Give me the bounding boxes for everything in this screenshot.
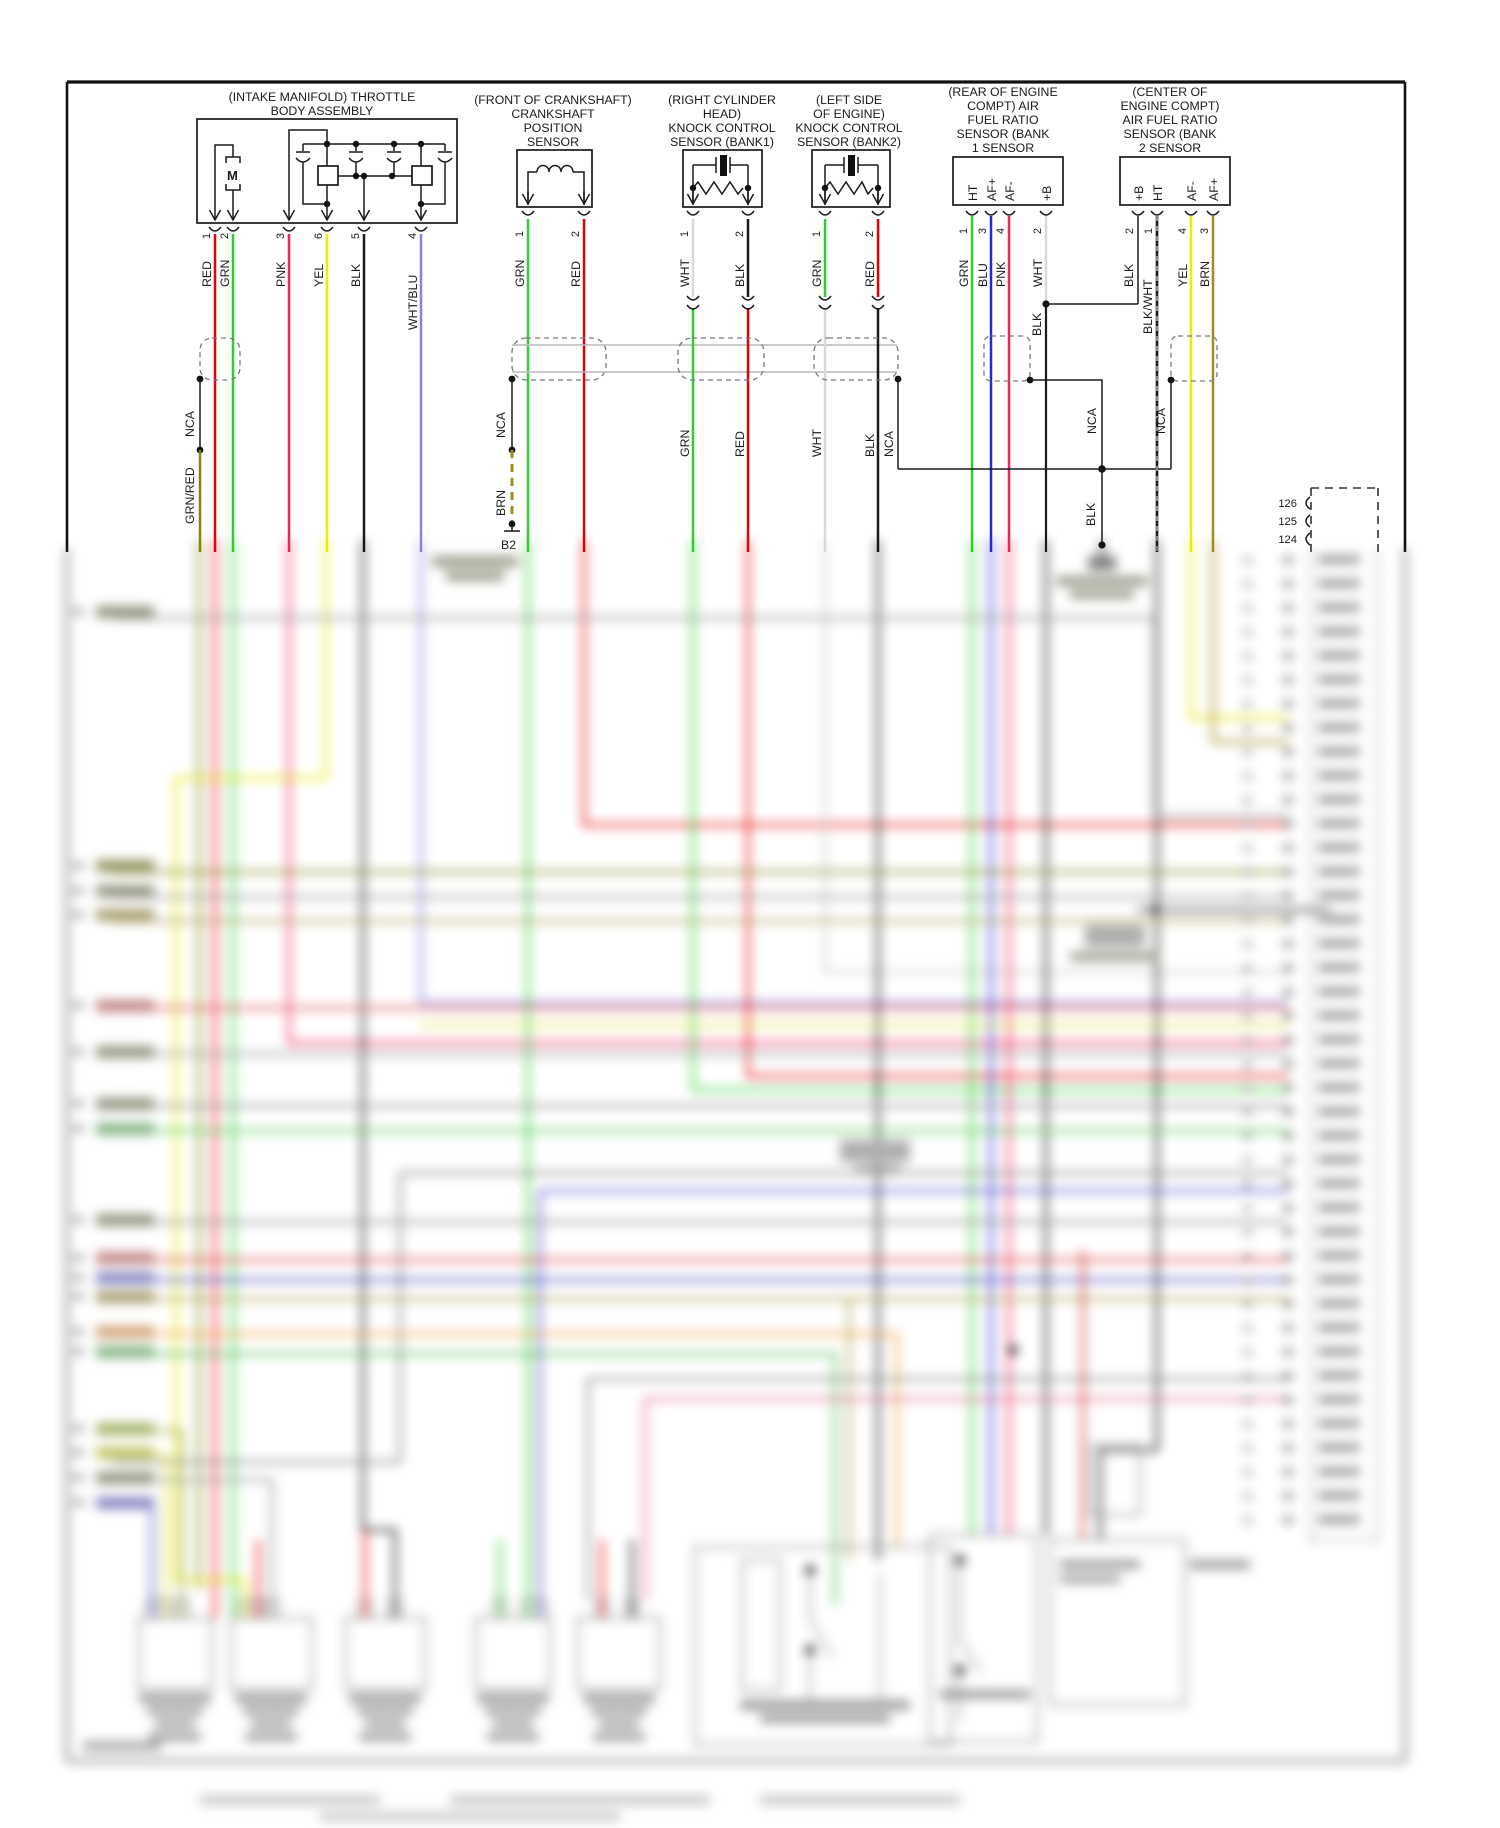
- throttle-motor-symbol: [215, 145, 240, 207]
- blk-label-below-junction: BLK: [1030, 312, 1044, 336]
- pin-number: 2: [1124, 227, 1136, 234]
- knock-sensor-bank2: [795, 93, 902, 552]
- ecm-pin-124: 124: [1278, 534, 1297, 546]
- wire-label-blk-below: BLK: [863, 433, 877, 457]
- af2-pin-plusb: +B: [1132, 185, 1146, 201]
- pin-number: 4: [407, 232, 419, 239]
- pin-number: 1: [514, 230, 526, 237]
- frame: [67, 82, 1405, 552]
- crankshaft-position-sensor: [474, 93, 632, 552]
- af2-title-line5: 2 SENSOR: [1138, 141, 1202, 155]
- blk-ground-label: BLK: [1084, 502, 1098, 526]
- pin-number: 3: [1199, 227, 1211, 234]
- wire-label-grn: GRN: [810, 259, 824, 287]
- wire-label-grn: GRN: [513, 259, 527, 287]
- af1-pin-afminus: AF-: [1003, 181, 1017, 201]
- throttle-body-assembly: [183, 90, 457, 552]
- knock1-title-line1: (RIGHT CYLINDER: [668, 93, 776, 107]
- blur-bottom-connector-labels: [83, 1694, 655, 1751]
- af1-pin-afplus: AF+: [985, 178, 999, 201]
- blur-ecm-rows: [1244, 552, 1378, 1540]
- pin-number: 5: [350, 232, 362, 239]
- af1-pin-ht: HT: [966, 184, 980, 201]
- pin-number: 1: [201, 232, 213, 239]
- pin-number: 2: [864, 230, 876, 237]
- blurred-lower-diagram: [67, 540, 1405, 1821]
- af2-pin-ht: HT: [1151, 184, 1165, 201]
- af2-title-line1: (CENTER OF: [1132, 85, 1208, 99]
- throttle-title-line1: (INTAKE MANIFOLD) THROTTLE: [228, 90, 416, 104]
- wire-label-pnk: PNK: [994, 261, 1008, 287]
- wire-label-red-below: RED: [733, 431, 747, 457]
- wire-label-grn-below: GRN: [678, 429, 692, 457]
- pin-number: 3: [977, 227, 989, 234]
- af1-title-line1: (REAR OF ENGINE: [948, 85, 1058, 99]
- crank-coil-symbol: [528, 166, 584, 205]
- pin-number: 1: [958, 227, 970, 234]
- ecm-connector: [1278, 488, 1378, 552]
- pin-number: 6: [313, 232, 325, 239]
- wire-label-pnk: PNK: [274, 261, 288, 287]
- wire-label-blk: BLK: [349, 263, 363, 287]
- pin-number: 2: [734, 230, 746, 237]
- brn-label: BRN: [494, 490, 508, 516]
- knock2-title-line2: OF ENGINE): [813, 107, 885, 121]
- ecm-pin-125: 125: [1278, 516, 1297, 528]
- wire-label-whtblu: WHT/BLU: [406, 274, 420, 330]
- af1-pin-plusb: +B: [1040, 185, 1054, 201]
- b2-ground-label: B2: [501, 538, 517, 552]
- blur-vertical-wires: [176, 540, 1288, 1618]
- af1-title-line4: SENSOR (BANK: [956, 127, 1050, 141]
- wire-label-blu: BLU: [976, 263, 990, 287]
- af-ratio-sensor-bank1: [898, 85, 1171, 552]
- throttle-nca-chain: [183, 376, 203, 552]
- wire-label-wht-below: WHT: [810, 429, 824, 457]
- pin-number: 2: [219, 232, 231, 239]
- af1-title-line3: FUEL RATIO: [967, 113, 1039, 127]
- wire-label-blkwht: BLK/WHT: [1141, 279, 1155, 334]
- af2-title-line2: ENGINE COMPT): [1120, 99, 1220, 113]
- knock1-title-line3: KNOCK CONTROL: [668, 121, 776, 135]
- blur-relay-labels: [740, 1140, 1250, 1723]
- nca-label: NCA: [1154, 408, 1168, 434]
- af2-pin-afminus: AF-: [1185, 181, 1199, 201]
- blur-relay-dots: [805, 1345, 1018, 1675]
- wire-label-grn: GRN: [218, 259, 232, 287]
- af2-pin-afplus: AF+: [1207, 178, 1221, 201]
- blur-frame: [67, 548, 1405, 1761]
- throttle-title-line2: BODY ASSEMBLY: [270, 104, 374, 118]
- pin-number: 2: [1032, 227, 1044, 234]
- knock1-title-line2: HEAD): [702, 107, 742, 121]
- blur-horizontal-wires: [100, 618, 1330, 1618]
- knock2-title-line1: (LEFT SIDE: [815, 93, 883, 107]
- af-ratio-sensor-bank2: [1120, 85, 1230, 552]
- wire-label-red: RED: [200, 261, 214, 287]
- nca-label: NCA: [882, 431, 896, 457]
- pin-number: 4: [995, 227, 1007, 234]
- pin-number: 1: [811, 230, 823, 237]
- nca-label: NCA: [494, 412, 508, 438]
- pin-number: 1: [1143, 227, 1155, 234]
- shield-lines: [512, 345, 897, 372]
- knock2-title-line3: KNOCK CONTROL: [795, 121, 903, 135]
- throttle-capacitor-network: [289, 130, 452, 207]
- pin-number: 3: [275, 232, 287, 239]
- wire-label-wht: WHT: [1031, 259, 1045, 287]
- crank-title-line2: CRANKSHAFT: [511, 107, 595, 121]
- nca-label: NCA: [183, 411, 197, 437]
- ecm-dashed-box: [1311, 488, 1378, 552]
- wire-label-blk: BLK: [733, 263, 747, 287]
- blur-footer-text: [200, 1795, 960, 1821]
- af2-title-line4: SENSOR (BANK: [1123, 127, 1217, 141]
- knock-sensor-bank1: [668, 93, 776, 552]
- pin-number: 4: [1177, 227, 1189, 234]
- blur-left-labels: [74, 606, 154, 1509]
- wire-label-brn: BRN: [1198, 261, 1212, 287]
- pin-number: 1: [679, 230, 691, 237]
- wire-label-yel: YEL: [1176, 263, 1190, 287]
- crank-title-line4: SENSOR: [527, 135, 579, 149]
- motor-m-label: M: [227, 168, 238, 183]
- af2-connector: [1171, 336, 1217, 381]
- nca-label: NCA: [1085, 408, 1099, 434]
- crank-title-line1: (FRONT OF CRANKSHAFT): [474, 93, 632, 107]
- wire-label-wht: WHT: [678, 259, 692, 287]
- blur-bottom-connectors: [139, 1600, 660, 1689]
- af1-title-line2: COMPT) AIR: [967, 99, 1039, 113]
- ecm-pin-126: 126: [1278, 498, 1297, 510]
- knock1-title-line4: SENSOR (BANK1): [670, 135, 774, 149]
- af1-title-line5: 1 SENSOR: [971, 141, 1035, 155]
- wire-label-red: RED: [863, 261, 877, 287]
- wire-label-red: RED: [569, 261, 583, 287]
- wire-label-grn: GRN: [957, 259, 971, 287]
- pin-number: 2: [570, 230, 582, 237]
- grnred-label: GRN/RED: [183, 467, 197, 524]
- knock2-piezo-symbol: [822, 155, 881, 205]
- crank-title-line3: POSITION: [523, 121, 583, 135]
- af2-title-line3: AIR FUEL RATIO: [1122, 113, 1218, 127]
- wire-label-blk: BLK: [1122, 263, 1136, 287]
- knock2-title-line4: SENSOR (BANK2): [797, 135, 901, 149]
- knock1-piezo-symbol: [690, 155, 751, 205]
- crank-nca-chain: [494, 376, 520, 552]
- wire-label-yel: YEL: [312, 263, 326, 287]
